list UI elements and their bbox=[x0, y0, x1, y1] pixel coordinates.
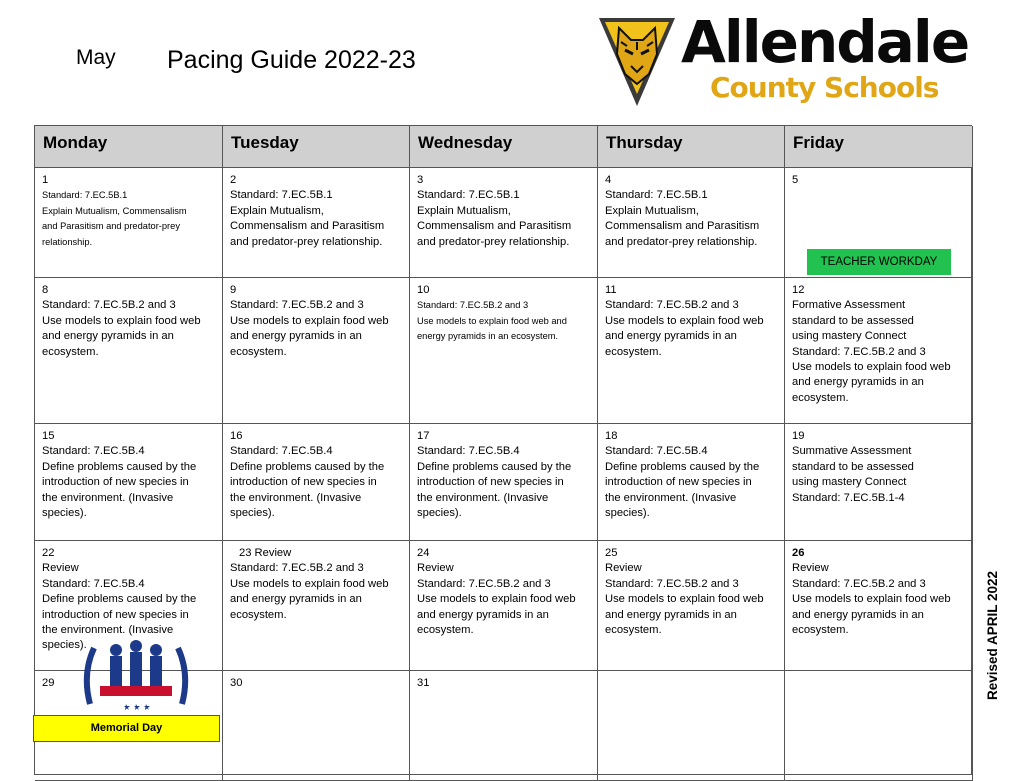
day-content: Review Standard: 7.EC.5B.2 and 3 Use models to explain food web and energy pyramids in an ecosystem. bbox=[417, 562, 576, 637]
day-number: 22 bbox=[42, 547, 55, 559]
revised-note: Revised APRIL 2022 bbox=[985, 570, 1000, 700]
day-content: Review Standard: 7.EC.5B.2 and 3 Use models to explain food web and energy pyramids in an ecosystem. bbox=[605, 562, 764, 637]
header-friday: Friday bbox=[785, 126, 973, 168]
day-content: Standard: 7.EC.5B.4 Define problems caused by the introduction of new species in the environment. (Invasive species). bbox=[230, 445, 385, 520]
day-number: 15 bbox=[42, 430, 55, 442]
day-content: Standard: 7.EC.5B.2 and 3 Use models to explain food web and energy pyramids in an ecosystem. bbox=[230, 562, 389, 621]
month-label: May bbox=[76, 46, 116, 69]
day-number: 4 bbox=[605, 174, 612, 186]
day-number: 18 bbox=[605, 430, 618, 442]
teacher-workday-badge: TEACHER WORKDAY bbox=[807, 249, 951, 275]
day-number: 10 bbox=[417, 284, 430, 296]
day-cell bbox=[223, 278, 410, 424]
day-content: Standard: 7.EC.5B.4 Define problems caused by the introduction of new species in the environment. (Invasive species). bbox=[42, 445, 197, 520]
day-cell bbox=[598, 278, 785, 424]
day-number: 31 bbox=[417, 677, 430, 689]
day-number: 16 bbox=[230, 430, 243, 442]
day-content: Summative Assessment standard to be assessed using mastery Connect Standard: 7.EC.5B.1-4 bbox=[792, 445, 914, 504]
day-number: 30 bbox=[230, 677, 243, 689]
page-title: Pacing Guide 2022-23 bbox=[167, 46, 416, 74]
day-number: 11 bbox=[605, 284, 617, 296]
day-cell bbox=[35, 168, 223, 278]
header-wednesday: Wednesday bbox=[410, 126, 598, 168]
day-cell bbox=[410, 168, 598, 278]
day-number: 25 bbox=[605, 547, 618, 559]
day-cell bbox=[598, 541, 785, 671]
day-content: Standard: 7.EC.5B.2 and 3 Use models to explain food web and energy pyramids in an ecosystem. bbox=[230, 299, 389, 358]
day-cell bbox=[35, 278, 223, 424]
day-number: 29 bbox=[42, 677, 55, 689]
day-content: Review Standard: 7.EC.5B.2 and 3 Use models to explain food web and energy pyramids in an ecosystem. bbox=[792, 562, 951, 637]
day-cell bbox=[223, 671, 410, 781]
memorial-day-badge: Memorial Day bbox=[33, 715, 220, 742]
day-content: Standard: 7.EC.5B.2 and 3 Use models to explain food web and energy pyramids in an ecosystem. bbox=[605, 299, 764, 358]
day-content: Standard: 7.EC.5B.4 Define problems caused by the introduction of new species in the environment. (Invasive species). bbox=[605, 445, 760, 520]
day-cell bbox=[35, 424, 223, 541]
day-cell bbox=[785, 278, 973, 424]
day-number: 9 bbox=[230, 284, 237, 296]
day-cell bbox=[785, 541, 973, 671]
day-cell bbox=[223, 541, 410, 671]
day-content: Review Standard: 7.EC.5B.4 Define problems caused by the introduction of new species in the environment. (Invasive species). bbox=[42, 562, 197, 652]
tiger-emblem-icon bbox=[597, 14, 677, 108]
day-cell bbox=[785, 424, 973, 541]
day-number: 2 bbox=[230, 174, 237, 186]
day-content: Standard: 7.EC.5B.1 Explain Mutualism, Commensalism and Parasitism and predator-prey relationship. bbox=[417, 189, 572, 248]
header-tuesday: Tuesday bbox=[223, 126, 410, 168]
header-thursday: Thursday bbox=[598, 126, 785, 168]
day-cell bbox=[598, 168, 785, 278]
day-cell bbox=[598, 424, 785, 541]
day-cell bbox=[410, 541, 598, 671]
day-content: Standard: 7.EC.5B.4 Define problems caused by the introduction of new species in the environment. (Invasive species). bbox=[417, 445, 572, 520]
header-monday: Monday bbox=[35, 126, 223, 168]
day-number: 5 bbox=[792, 174, 799, 186]
logo-subtitle: County Schools bbox=[710, 71, 939, 104]
day-number: 17 bbox=[417, 430, 430, 442]
day-content: Standard: 7.EC.5B.1 Explain Mutualism, Commensalism and Parasitism and predator-prey relationship. bbox=[230, 189, 385, 248]
memorial-emblem-icon bbox=[80, 634, 192, 714]
day-content: Standard: 7.EC.5B.1 Explain Mutualism, Commensalism and Parasitism and predator-prey relationship. bbox=[605, 189, 760, 248]
day-number: 3 bbox=[417, 174, 424, 186]
day-number: 1 bbox=[42, 174, 49, 186]
day-cell bbox=[598, 671, 785, 781]
day-number: 8 bbox=[42, 284, 49, 296]
day-content: Standard: 7.EC.5B.2 and 3 Use models to explain food web and energy pyramids in an ecosystem. bbox=[42, 299, 201, 358]
day-cell bbox=[410, 278, 598, 424]
day-number: 26 bbox=[792, 547, 805, 559]
day-cell bbox=[223, 168, 410, 278]
day-cell bbox=[785, 671, 973, 781]
logo-wordmark: Allendale bbox=[681, 8, 969, 76]
day-content: Formative Assessment standard to be assessed using mastery Connect Standard: 7.EC.5B.2 and 3 Use models to explain food web and energy pyramids in an ecosystem. bbox=[792, 299, 951, 404]
day-cell bbox=[410, 424, 598, 541]
day-number: 12 bbox=[792, 284, 805, 296]
day-cell bbox=[410, 671, 598, 781]
day-content: Standard: 7.EC.5B.2 and 3 Use models to explain food web and energy pyramids in an ecosystem. bbox=[417, 300, 567, 342]
day-number: 23 Review bbox=[239, 547, 292, 559]
day-number: 24 bbox=[417, 547, 430, 559]
school-logo bbox=[597, 8, 969, 110]
day-cell bbox=[223, 424, 410, 541]
day-number: 19 bbox=[792, 430, 805, 442]
day-content: Standard: 7.EC.5B.1 Explain Mutualism, Commensalism and Parasitism and predator-prey relationship. bbox=[42, 190, 187, 247]
